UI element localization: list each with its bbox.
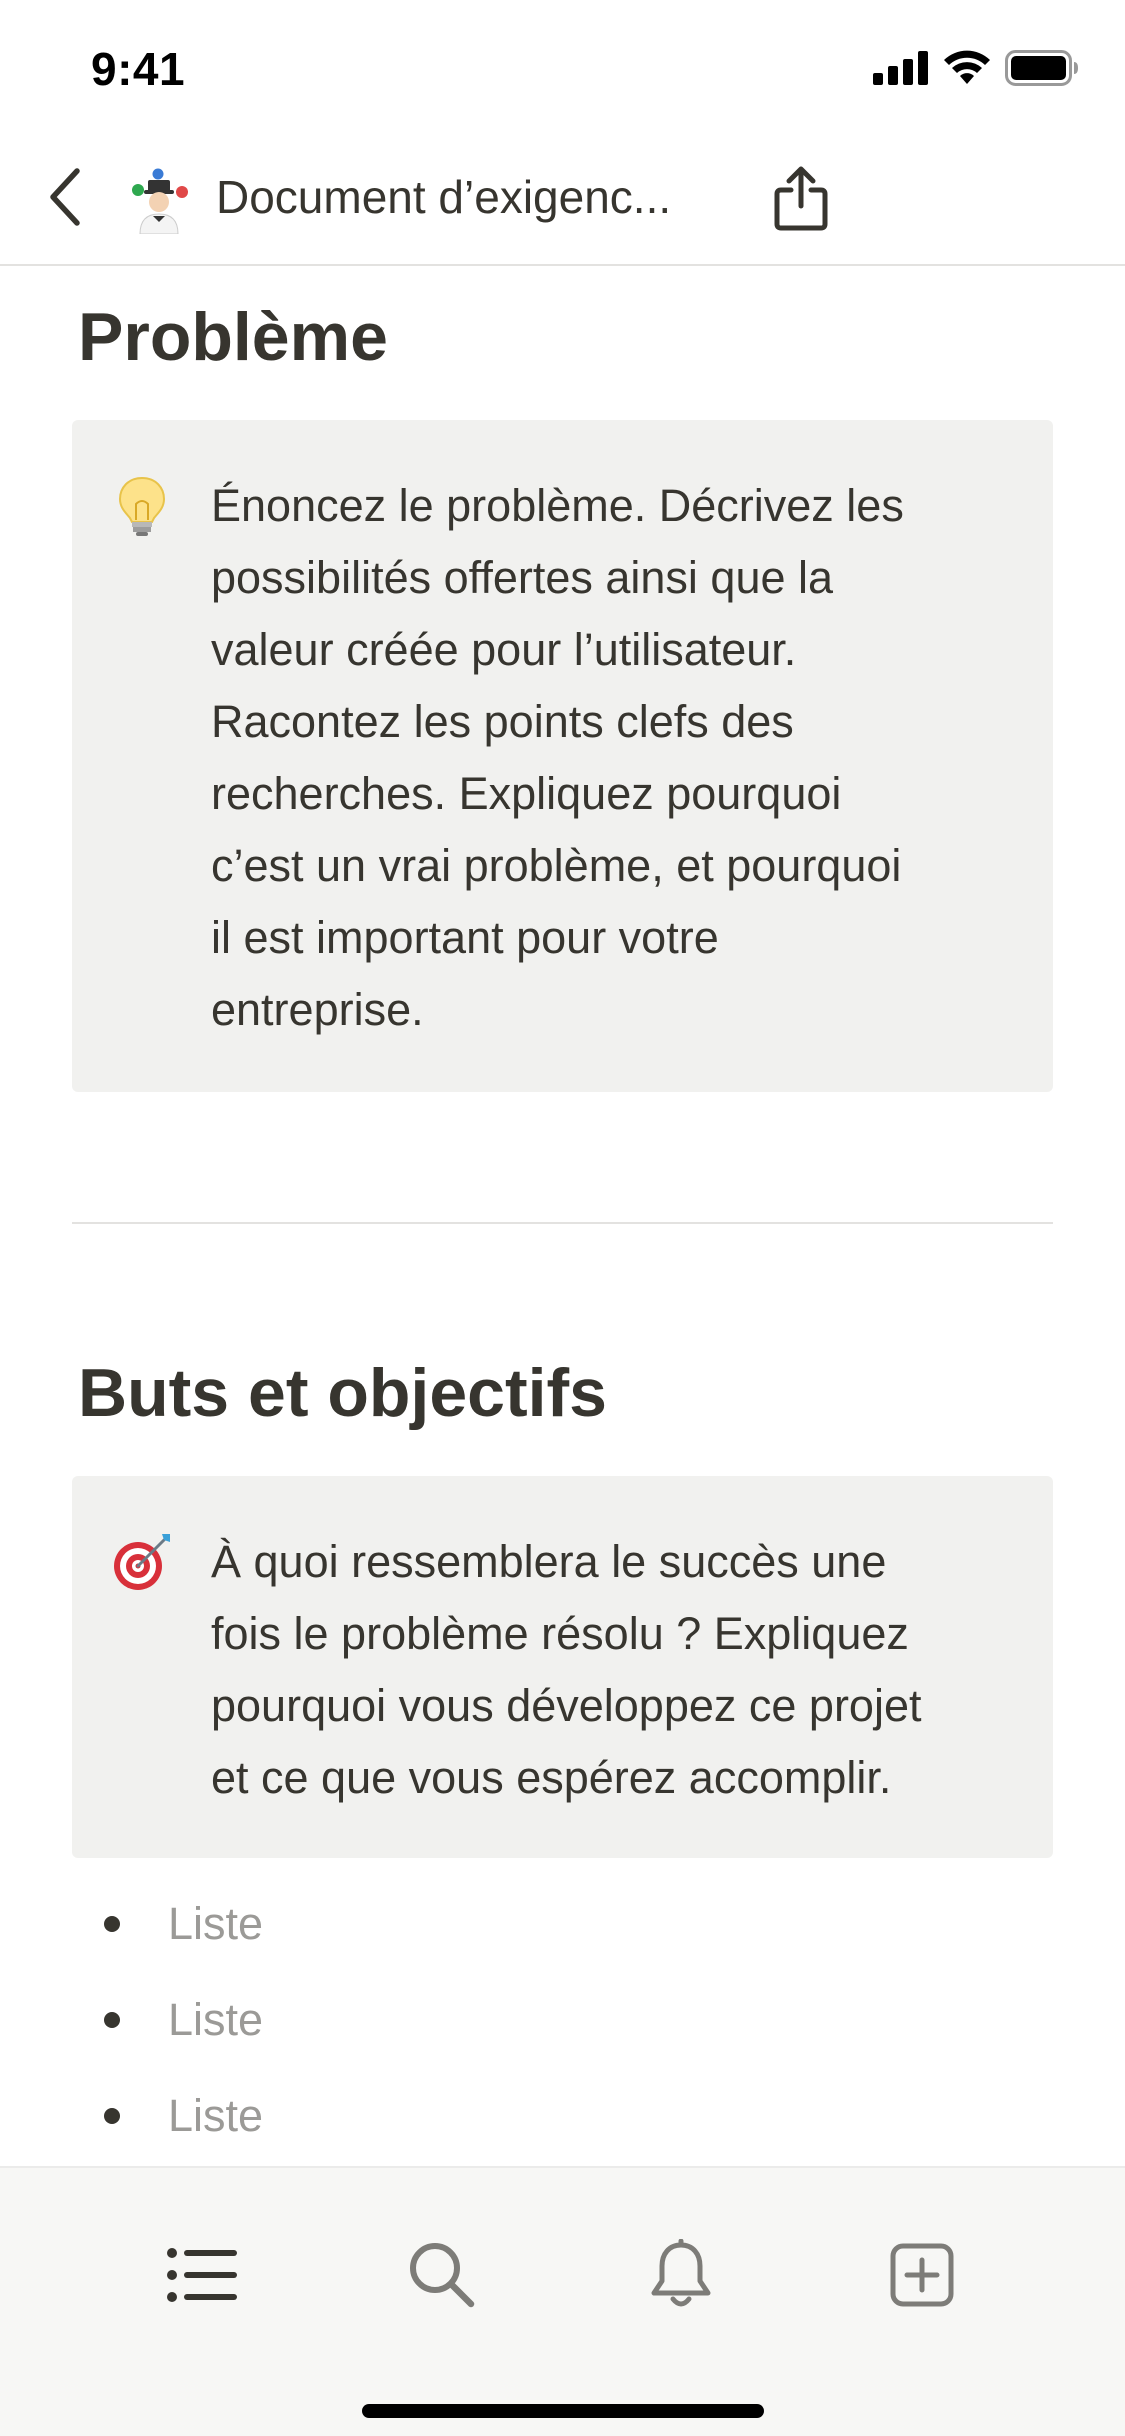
- share-button[interactable]: [766, 158, 836, 238]
- heading-buts-objectifs[interactable]: Buts et objectifs: [78, 1355, 607, 1431]
- tab-search[interactable]: [397, 2230, 487, 2320]
- page-title[interactable]: Document d’exigenc...: [216, 171, 672, 223]
- status-bar: [0, 0, 1125, 132]
- home-indicator[interactable]: [362, 2404, 764, 2418]
- tab-new-page[interactable]: [877, 2230, 967, 2320]
- bell-icon: [648, 2239, 714, 2311]
- list-item-text[interactable]: Liste: [168, 2090, 264, 2141]
- battery-icon: [1005, 50, 1079, 86]
- callout-line: possibilités offertes ainsi que la: [211, 552, 834, 603]
- callout-line: c’est un vrai problème, et pourquoi: [211, 840, 902, 891]
- callout-line: valeur créée pour l’utilisateur.: [211, 624, 797, 675]
- divider: [72, 1222, 1053, 1224]
- list-item[interactable]: [100, 2068, 1000, 2164]
- callout-line: recherches. Expliquez pourquoi: [211, 768, 842, 819]
- bullet-list: [100, 1876, 1000, 2164]
- status-time: 9:41: [91, 43, 186, 95]
- navigation-bar: [0, 132, 1125, 266]
- list-item[interactable]: [100, 1972, 1000, 2068]
- add-page-icon: [889, 2242, 955, 2308]
- tab-sidebar[interactable]: [157, 2230, 247, 2320]
- callout-probleme[interactable]: [72, 420, 1053, 1092]
- heading-probleme[interactable]: Problème: [78, 299, 388, 375]
- light-bulb-icon[interactable]: [110, 474, 174, 538]
- wifi-icon: [943, 50, 991, 86]
- page-icon[interactable]: [128, 168, 194, 234]
- back-button[interactable]: [30, 162, 100, 232]
- search-icon: [407, 2240, 477, 2310]
- tab-notifications[interactable]: [636, 2230, 726, 2320]
- callout-text[interactable]: [211, 470, 1011, 1046]
- status-icons: [873, 50, 1079, 86]
- bullet-dot: [104, 2012, 120, 2028]
- juggler-emoji-icon: [128, 168, 194, 234]
- list-item-text[interactable]: Liste: [168, 1994, 264, 2045]
- callout-line: Racontez les points clefs des: [211, 696, 794, 747]
- bottom-tab-bar: [0, 2166, 1125, 2436]
- callout-line: fois le problème résolu ? Expliquez: [211, 1608, 909, 1659]
- callout-line: il est important pour votre: [211, 912, 719, 963]
- share-icon: [773, 164, 829, 232]
- callout-line: À quoi ressemblera le succès une: [211, 1536, 887, 1587]
- callout-line: entreprise.: [211, 984, 424, 1035]
- callout-line: et ce que vous espérez accomplir.: [211, 1752, 892, 1803]
- list-item[interactable]: [100, 1876, 1000, 1972]
- chevron-left-icon: [47, 167, 83, 227]
- callout-line: pourquoi vous développez ce projet: [211, 1680, 922, 1731]
- callout-line: Énoncez le problème. Décrivez les: [211, 480, 904, 531]
- list-item-text[interactable]: Liste: [168, 1898, 264, 1949]
- callout-buts-objectifs[interactable]: [72, 1476, 1053, 1858]
- cellular-signal-icon: [873, 51, 929, 85]
- bullet-dot: [104, 2108, 120, 2124]
- callout-text[interactable]: [211, 1526, 1011, 1814]
- bullet-dot: [104, 1916, 120, 1932]
- direct-hit-icon[interactable]: [110, 1530, 174, 1594]
- list-icon: [167, 2248, 237, 2302]
